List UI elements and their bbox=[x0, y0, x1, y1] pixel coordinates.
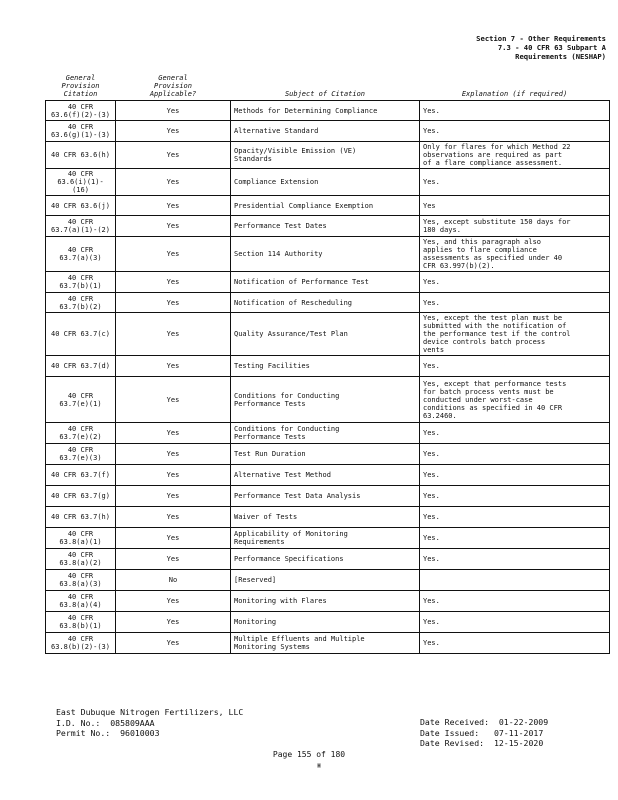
applicable-cell: Yes bbox=[116, 293, 231, 313]
footer-facility bbox=[56, 707, 243, 739]
header-applicable: General Provision Applicable? bbox=[116, 74, 231, 101]
applicable-cell: Yes bbox=[116, 169, 231, 196]
explanation-cell: Yes. bbox=[420, 169, 610, 196]
subject-cell: Testing Facilities bbox=[231, 356, 420, 377]
subject-cell: Quality Assurance/Test Plan bbox=[231, 313, 420, 356]
table-row bbox=[46, 237, 610, 272]
citation-cell: 40 CFR 63.7(a)(1)-(2) bbox=[46, 216, 116, 237]
table-row bbox=[46, 486, 610, 507]
subpart-subtitle: Requirements (NESHAP) bbox=[515, 52, 606, 61]
subject-cell: Presidential Compliance Exemption bbox=[231, 196, 420, 216]
citation-cell: 40 CFR 63.8(a)(4) bbox=[46, 591, 116, 612]
citation-cell: 40 CFR 63.8(a)(1) bbox=[46, 528, 116, 549]
citation-cell: 40 CFR 63.6(j) bbox=[46, 196, 116, 216]
subject-cell: Notification of Rescheduling bbox=[231, 293, 420, 313]
applicable-cell: Yes bbox=[116, 101, 231, 121]
table-row bbox=[46, 356, 610, 377]
table-row bbox=[46, 444, 610, 465]
citation-cell: 40 CFR 63.8(a)(2) bbox=[46, 549, 116, 570]
citation-cell: 40 CFR 63.6(g)(1)-(3) bbox=[46, 121, 116, 142]
applicable-cell: Yes bbox=[116, 377, 231, 423]
id-number: I.D. No.: 085809AAA bbox=[56, 717, 155, 728]
explanation-cell: Yes. bbox=[420, 293, 610, 313]
table-row bbox=[46, 591, 610, 612]
explanation-cell bbox=[420, 570, 610, 591]
applicable-cell: Yes bbox=[116, 633, 231, 654]
applicable-cell: Yes bbox=[116, 196, 231, 216]
subject-cell: Applicability of Monitoring Requirements bbox=[231, 528, 420, 549]
subject-cell: Section 114 Authority bbox=[231, 237, 420, 272]
table-row bbox=[46, 465, 610, 486]
table-row bbox=[46, 570, 610, 591]
citation-cell: 40 CFR 63.7(b)(2) bbox=[46, 293, 116, 313]
explanation-cell: Yes, except the test plan must be submitted with the notification of the performance test if the control device controls batch process vents bbox=[420, 313, 610, 356]
citation-cell: 40 CFR 63.6(f)(2)-(3) bbox=[46, 101, 116, 121]
explanation-cell: Yes. bbox=[420, 633, 610, 654]
table-row bbox=[46, 121, 610, 142]
citation-cell: 40 CFR 63.8(b)(2)-(3) bbox=[46, 633, 116, 654]
explanation-cell: Yes. bbox=[420, 486, 610, 507]
table-row bbox=[46, 313, 610, 356]
applicable-cell: Yes bbox=[116, 549, 231, 570]
citation-cell: 40 CFR 63.6(h) bbox=[46, 142, 116, 169]
section-title: Section 7 - Other Requirements bbox=[476, 34, 606, 43]
table-row bbox=[46, 612, 610, 633]
citation-cell: 40 CFR 63.7(e)(1) bbox=[46, 377, 116, 423]
applicable-cell: Yes bbox=[116, 142, 231, 169]
explanation-cell: Yes. bbox=[420, 591, 610, 612]
subject-cell: Performance Specifications bbox=[231, 549, 420, 570]
table-row bbox=[46, 101, 610, 121]
subject-cell: Conditions for Conducting Performance Tests bbox=[231, 377, 420, 423]
citation-cell: 40 CFR 63.7(g) bbox=[46, 486, 116, 507]
table-row bbox=[46, 196, 610, 216]
explanation-cell: Yes. bbox=[420, 507, 610, 528]
applicable-cell: Yes bbox=[116, 356, 231, 377]
explanation-cell: Yes. bbox=[420, 465, 610, 486]
subject-cell: Opacity/Visible Emission (VE) Standards bbox=[231, 142, 420, 169]
applicable-cell: Yes bbox=[116, 444, 231, 465]
table-row bbox=[46, 272, 610, 293]
subject-cell: Waiver of Tests bbox=[231, 507, 420, 528]
subject-cell: Monitoring bbox=[231, 612, 420, 633]
applicable-cell: Yes bbox=[116, 121, 231, 142]
citation-cell: 40 CFR 63.6(i)(1)-(16) bbox=[46, 169, 116, 196]
explanation-cell: Yes, except substitute 150 days for 180 days. bbox=[420, 216, 610, 237]
subpart-title: 7.3 - 40 CFR 63 Subpart A bbox=[497, 43, 606, 52]
applicable-cell: Yes bbox=[116, 591, 231, 612]
permit-number: Permit No.: 96010003 bbox=[56, 728, 160, 738]
subject-cell: Performance Test Dates bbox=[231, 216, 420, 237]
applicable-cell: Yes bbox=[116, 612, 231, 633]
stamp-mark-icon: ▣ bbox=[317, 762, 321, 769]
citation-cell: 40 CFR 63.7(a)(3) bbox=[46, 237, 116, 272]
applicable-cell: Yes bbox=[116, 465, 231, 486]
applicable-cell: Yes bbox=[116, 216, 231, 237]
table-row bbox=[46, 377, 610, 423]
applicable-cell: Yes bbox=[116, 507, 231, 528]
explanation-cell: Yes. bbox=[420, 356, 610, 377]
explanation-cell: Yes. bbox=[420, 101, 610, 121]
subject-cell: Test Run Duration bbox=[231, 444, 420, 465]
requirements-table bbox=[45, 74, 610, 654]
header-subject: Subject of Citation bbox=[231, 74, 420, 101]
explanation-cell: Yes. bbox=[420, 444, 610, 465]
explanation-cell: Yes. bbox=[420, 423, 610, 444]
subject-cell: Compliance Extension bbox=[231, 169, 420, 196]
subject-cell: Alternative Test Method bbox=[231, 465, 420, 486]
explanation-cell: Yes, except that performance tests for batch process vents must be conducted under worst-case conditions as specified in 40 CFR 63.2460. bbox=[420, 377, 610, 423]
applicable-cell: No bbox=[116, 570, 231, 591]
subject-cell: Alternative Standard bbox=[231, 121, 420, 142]
table-row bbox=[46, 293, 610, 313]
subject-cell: Notification of Performance Test bbox=[231, 272, 420, 293]
applicable-cell: Yes bbox=[116, 486, 231, 507]
company-name: East Dubuque Nitrogen Fertilizers, LLC bbox=[56, 707, 244, 717]
citation-cell: 40 CFR 63.7(h) bbox=[46, 507, 116, 528]
citation-cell: 40 CFR 63.7(f) bbox=[46, 465, 116, 486]
explanation-cell: Yes bbox=[420, 196, 610, 216]
table-row bbox=[46, 633, 610, 654]
explanation-cell: Yes. bbox=[420, 121, 610, 142]
explanation-cell: Yes. bbox=[420, 549, 610, 570]
table-row bbox=[46, 507, 610, 528]
explanation-cell: Yes. bbox=[420, 528, 610, 549]
explanation-cell: Yes. bbox=[420, 272, 610, 293]
applicable-cell: Yes bbox=[116, 272, 231, 293]
citation-cell: 40 CFR 63.7(c) bbox=[46, 313, 116, 356]
footer-dates bbox=[420, 717, 548, 749]
table-row bbox=[46, 169, 610, 196]
applicable-cell: Yes bbox=[116, 313, 231, 356]
table-row bbox=[46, 142, 610, 169]
date-received: Date Received: 01-22-2009 bbox=[420, 717, 549, 727]
date-revised: Date Revised: 12-15-2020 bbox=[420, 738, 544, 748]
table-header-row bbox=[46, 74, 610, 101]
applicable-cell: Yes bbox=[116, 528, 231, 549]
citation-cell: 40 CFR 63.8(a)(3) bbox=[46, 570, 116, 591]
header-explanation: Explanation (if required) bbox=[420, 74, 610, 101]
subject-cell: Multiple Effluents and Multiple Monitoring Systems bbox=[231, 633, 420, 654]
applicable-cell: Yes bbox=[116, 423, 231, 444]
subject-cell: Performance Test Data Analysis bbox=[231, 486, 420, 507]
citation-cell: 40 CFR 63.7(e)(3) bbox=[46, 444, 116, 465]
citation-cell: 40 CFR 63.8(b)(1) bbox=[46, 612, 116, 633]
page-number: Page 155 of 180 bbox=[272, 750, 346, 759]
date-issued: Date Issued: 07-11-2017 bbox=[420, 727, 544, 738]
explanation-cell: Yes. bbox=[420, 612, 610, 633]
applicable-cell: Yes bbox=[116, 237, 231, 272]
section-header bbox=[476, 34, 606, 61]
table-body bbox=[46, 101, 610, 654]
header-citation: General Provision Citation bbox=[46, 74, 116, 101]
table-row bbox=[46, 528, 610, 549]
table-row bbox=[46, 549, 610, 570]
table-row bbox=[46, 216, 610, 237]
subject-cell: Monitoring with Flares bbox=[231, 591, 420, 612]
explanation-cell: Yes, and this paragraph also applies to flare compliance assessments as specified under 40 CFR 63.997(b)(2). bbox=[420, 237, 610, 272]
subject-cell: Conditions for Conducting Performance Tests bbox=[231, 423, 420, 444]
subject-cell: Methods for Determining Compliance bbox=[231, 101, 420, 121]
explanation-cell: Only for flares for which Method 22 observations are required as part of a flare compliance assessment. bbox=[420, 142, 610, 169]
table-row bbox=[46, 423, 610, 444]
citation-cell: 40 CFR 63.7(e)(2) bbox=[46, 423, 116, 444]
citation-cell: 40 CFR 63.7(b)(1) bbox=[46, 272, 116, 293]
citation-cell: 40 CFR 63.7(d) bbox=[46, 356, 116, 377]
subject-cell: [Reserved] bbox=[231, 570, 420, 591]
